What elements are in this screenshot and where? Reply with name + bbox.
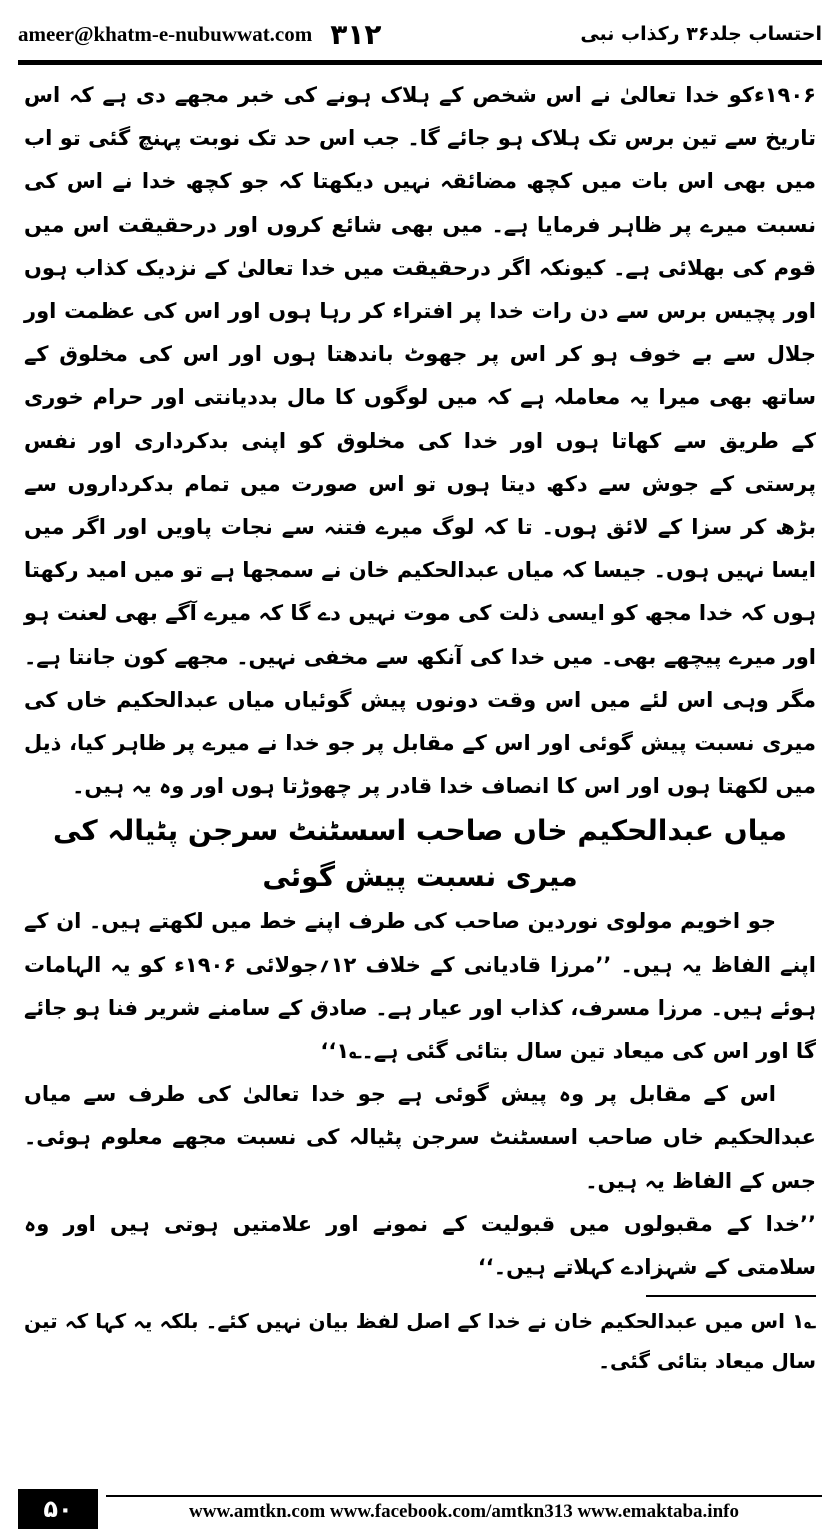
footnote-separator (646, 1295, 816, 1297)
footnote: ؎۱ اس میں عبدالحکیم خان نے خدا کے اصل لفظ بیان نہیں کئے۔ بلکہ یہ کہا کہ تین سال میعاد بتائی گئی۔ (24, 1309, 816, 1374)
header-left (18, 18, 382, 51)
header-rule (18, 60, 822, 65)
header-page-number: ۳۱۲ (330, 17, 382, 51)
header-email: ameer@khatm-e-nubuwwat.com (18, 21, 313, 46)
footer-right (106, 1495, 822, 1523)
body-paragraph-3: اس کے مقابل پر وہ پیش گوئی ہے جو خدا تعالیٰ کی طرف سے میاں عبدالحکیم خاں صاحب اسسٹنٹ سرجن پٹیالہ کی نسبت مجھے معلوم ہوئی۔ جس کے الفاظ یہ ہیں۔ (24, 1082, 816, 1193)
footer-page-number: ۵۰ (18, 1489, 98, 1529)
footer-rule (106, 1495, 822, 1497)
section-heading: میاں عبدالحکیم خاں صاحب اسسٹنٹ سرجن پٹیالہ کی میری نسبت پیش گوئی (53, 814, 787, 894)
body-quote: ’’خدا کے مقبولوں میں قبولیت کے نمونے اور علامتیں ہوتی ہیں اور وہ سلامتی کے شہزادے کہلاتے ہیں۔‘‘ (24, 1211, 816, 1280)
page-footer (18, 1486, 822, 1532)
body-paragraph-2: جو اخویم مولوی نوردین صاحب کی طرف اپنے خط میں لکھتے ہیں۔ ان کے اپنے الفاظ یہ ہیں۔ ’’مرزا قادیانی کے خلاف ۱۲؍جولائی ۱۹۰۶ء کو یہ الہامات ہوئے ہیں۔ مرزا مسرف، کذاب اور عیار ہے۔ صادق کے سامنے شریر فنا ہو جائے گا اور اس کی میعاد تین سال بتائی گئی ہے۔؎۱‘‘ (24, 909, 816, 1064)
body-paragraph-1: ۱۹۰۶ءکو خدا تعالیٰ نے اس شخص کے ہلاک ہونے کی خبر مجھے دی ہے کہ اس تاریخ سے تین برس تک ہلاک ہو جائے گا۔ جب اس حد تک نوبت پہنچ گئی تو اب میں بھی اس بات میں کچھ مضائقہ نہیں دیکھتا کہ جو کچھ خدا نے اس کی نسبت میرے پر ظاہر فرمایا ہے۔ میں بھی شائع کروں اور درحقیقت اس میں قوم کی بھلائی ہے۔ کیونکہ اگر درحقیقت میں خدا تعالیٰ کے نزدیک کذاب ہوں اور پچیس برس سے دن رات خدا پر افتراء کر رہا ہوں اور اس کی عظمت اور جلال سے بے خوف ہو کر اس پر جھوٹ باندھتا ہوں اور اس کی مخلوق کے ساتھ بھی میرا یہ معاملہ ہے کہ میں لوگوں کا مال بددیانتی اور حرام خوری کے طریق سے کھاتا ہوں اور خدا کی مخلوق کو اپنی بدکرداری اور نفس پرستی کے جوش سے دکھ دیتا ہوں تو اس صورت میں تمام بدکرداروں سے بڑھ کر سزا کے لائق ہوں۔ تا کہ لوگ میرے فتنہ سے نجات پاویں اور اگر میں ایسا نہیں ہوں۔ جیسا کہ میاں عبدالحکیم خان نے سمجھا ہے تو میں امید رکھتا ہوں کہ خدا مجھ کو ایسی ذلت کی موت نہیں دے گا کہ میرے آگے بھی لعنت ہو اور میرے پیچھے بھی۔ میں خدا کی آنکھ سے مخفی نہیں۔ مجھے کون جانتا ہے۔ مگر وہی اس لئے میں اس وقت دونوں پیش گوئیاں میاں عبدالحکیم خاں کی میری نسبت پیش گوئی اور اس کے مقابل پر جو خدا نے میرے پر ظاہر کیا، ذیل میں لکھتا ہوں اور اس کا انصاف خدا قادر پر چھوڑتا ہوں اور وہ یہ ہیں۔ (24, 83, 816, 799)
page-header (18, 14, 822, 54)
header-book-title: احتساب جلد۳۶ رکذاب نبی (580, 23, 822, 45)
page-body (24, 74, 816, 1476)
footer-links: www.amtkn.com www.facebook.com/amtkn313 www.emaktaba.info (189, 1501, 739, 1522)
